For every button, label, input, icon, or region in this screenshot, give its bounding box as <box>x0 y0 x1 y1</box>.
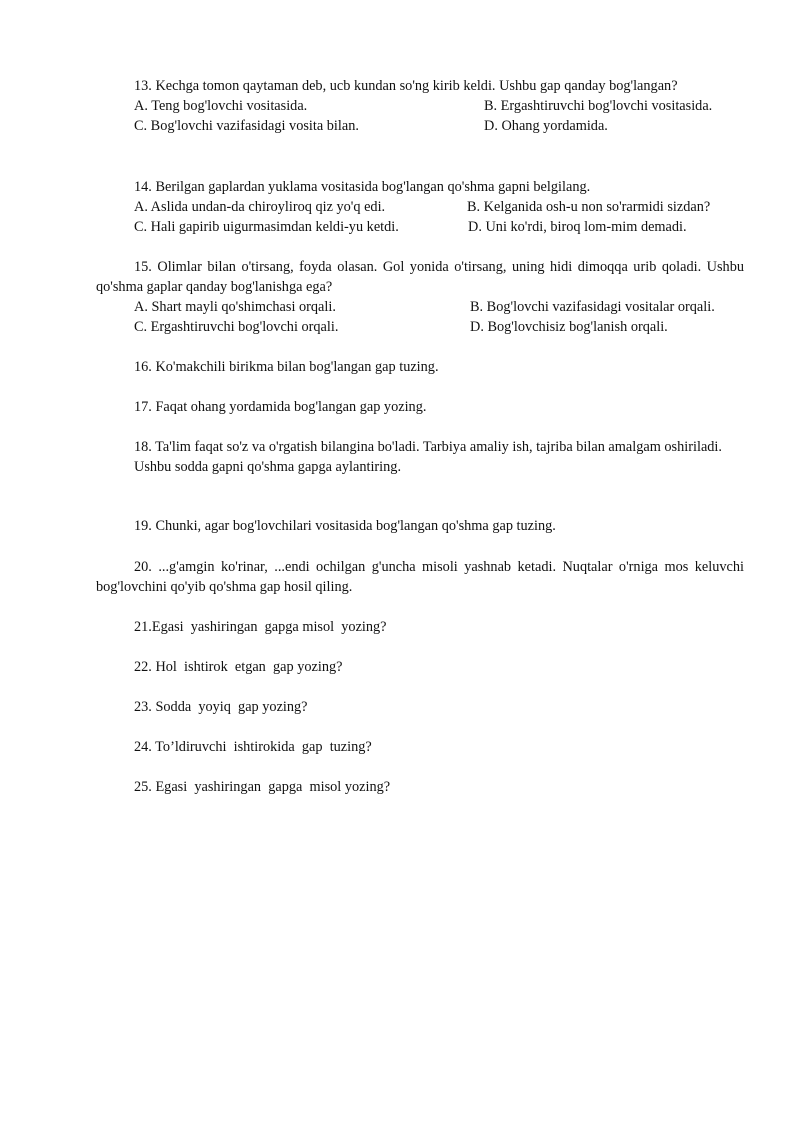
question-13-text: 13. Kechga tomon qaytaman deb, ucb kundan so'ng kirib keldi. Ushbu gap qanday bog'langan? <box>134 78 678 94</box>
question-16-text: 16. Ko'makchili birikma bilan bog'langan gap tuzing. <box>134 359 439 375</box>
question-15 <box>96 257 744 337</box>
question-15-option-a: A. Shart mayli qo'shimchasi orqali. <box>134 299 336 315</box>
question-17-text: 17. Faqat ohang yordamida bog'langan gap yozing. <box>134 399 427 415</box>
question-19 <box>96 516 744 536</box>
question-15-text: 15. Olimlar bilan o'tirsang, foyda olasan. Gol yonida o'tirsang, uning hidi dimoqqa urib qoladi. Ushbu qo'shma gaplar qanday bog'lanishga ega? <box>96 259 744 295</box>
question-15-options <box>96 297 744 337</box>
question-23-text: 23. Sodda yoyiq gap yozing? <box>134 699 308 715</box>
question-24 <box>96 737 744 757</box>
question-25 <box>96 777 744 797</box>
question-16 <box>96 357 744 377</box>
question-20 <box>96 557 744 597</box>
question-14 <box>96 177 744 237</box>
question-13-option-c: C. Bog'lovchi vazifasidagi vosita bilan. <box>134 118 359 134</box>
question-14-option-a: A. Aslida undan-da chiroyliroq qiz yo'q edi. <box>134 199 386 215</box>
question-13-option-a: A. Teng bog'lovchi vositasida. <box>134 98 308 114</box>
question-14-option-b: B. Kelganida osh-u non so'rarmidi sizdan? <box>467 199 711 215</box>
question-13-options <box>96 96 744 136</box>
question-14-option-d: D. Uni ko'rdi, biroq lom-mim demadi. <box>468 219 687 235</box>
question-21 <box>96 617 744 637</box>
question-13-option-d: D. Ohang yordamida. <box>484 118 608 134</box>
question-22 <box>96 657 744 677</box>
question-24-text: 24. To’ldiruvchi ishtirokida gap tuzing? <box>134 739 372 755</box>
question-15-option-d: D. Bog'lovchisiz bog'lanish orqali. <box>470 319 668 335</box>
question-18-task: Ushbu sodda gapni qo'shma gapga aylantiring. <box>134 459 402 475</box>
question-18 <box>96 437 744 477</box>
question-15-option-c: C. Ergashtiruvchi bog'lovchi orqali. <box>134 319 339 335</box>
question-17 <box>96 397 744 417</box>
question-18-text: 18. Ta'lim faqat so'z va o'rgatish bilangina bo'ladi. Tarbiya amaliy ish, tajriba bilan amalgam oshiriladi. <box>134 439 722 455</box>
question-14-option-c: C. Hali gapirib uigurmasimdan keldi-yu ketdi. <box>134 219 399 235</box>
question-13 <box>96 76 744 136</box>
question-14-text: 14. Berilgan gaplardan yuklama vositasida bog'langan qo'shma gapni belgilang. <box>134 179 591 195</box>
question-19-text: 19. Chunki, agar bog'lovchilari vositasida bog'langan qo'shma gap tuzing. <box>134 518 556 534</box>
question-25-text: 25. Egasi yashiringan gapga misol yozing? <box>134 779 391 795</box>
question-13-option-b: B. Ergashtiruvchi bog'lovchi vositasida. <box>484 98 713 114</box>
question-15-option-b: B. Bog'lovchi vazifasidagi vositalar orqali. <box>470 299 715 315</box>
question-20-text: 20. ...g'amgin ko'rinar, ...endi ochilgan g'uncha misoli yashnab ketadi. Nuqtalar o'rniga mos keluvchi bog'lovchini qo'yib qo'shma gap hosil qiling. <box>96 559 744 595</box>
question-22-text: 22. Hol ishtirok etgan gap yozing? <box>134 659 343 675</box>
question-23 <box>96 697 744 717</box>
question-21-text: 21.Egasi yashiringan gapga misol yozing? <box>134 619 387 635</box>
question-14-options <box>96 197 744 237</box>
